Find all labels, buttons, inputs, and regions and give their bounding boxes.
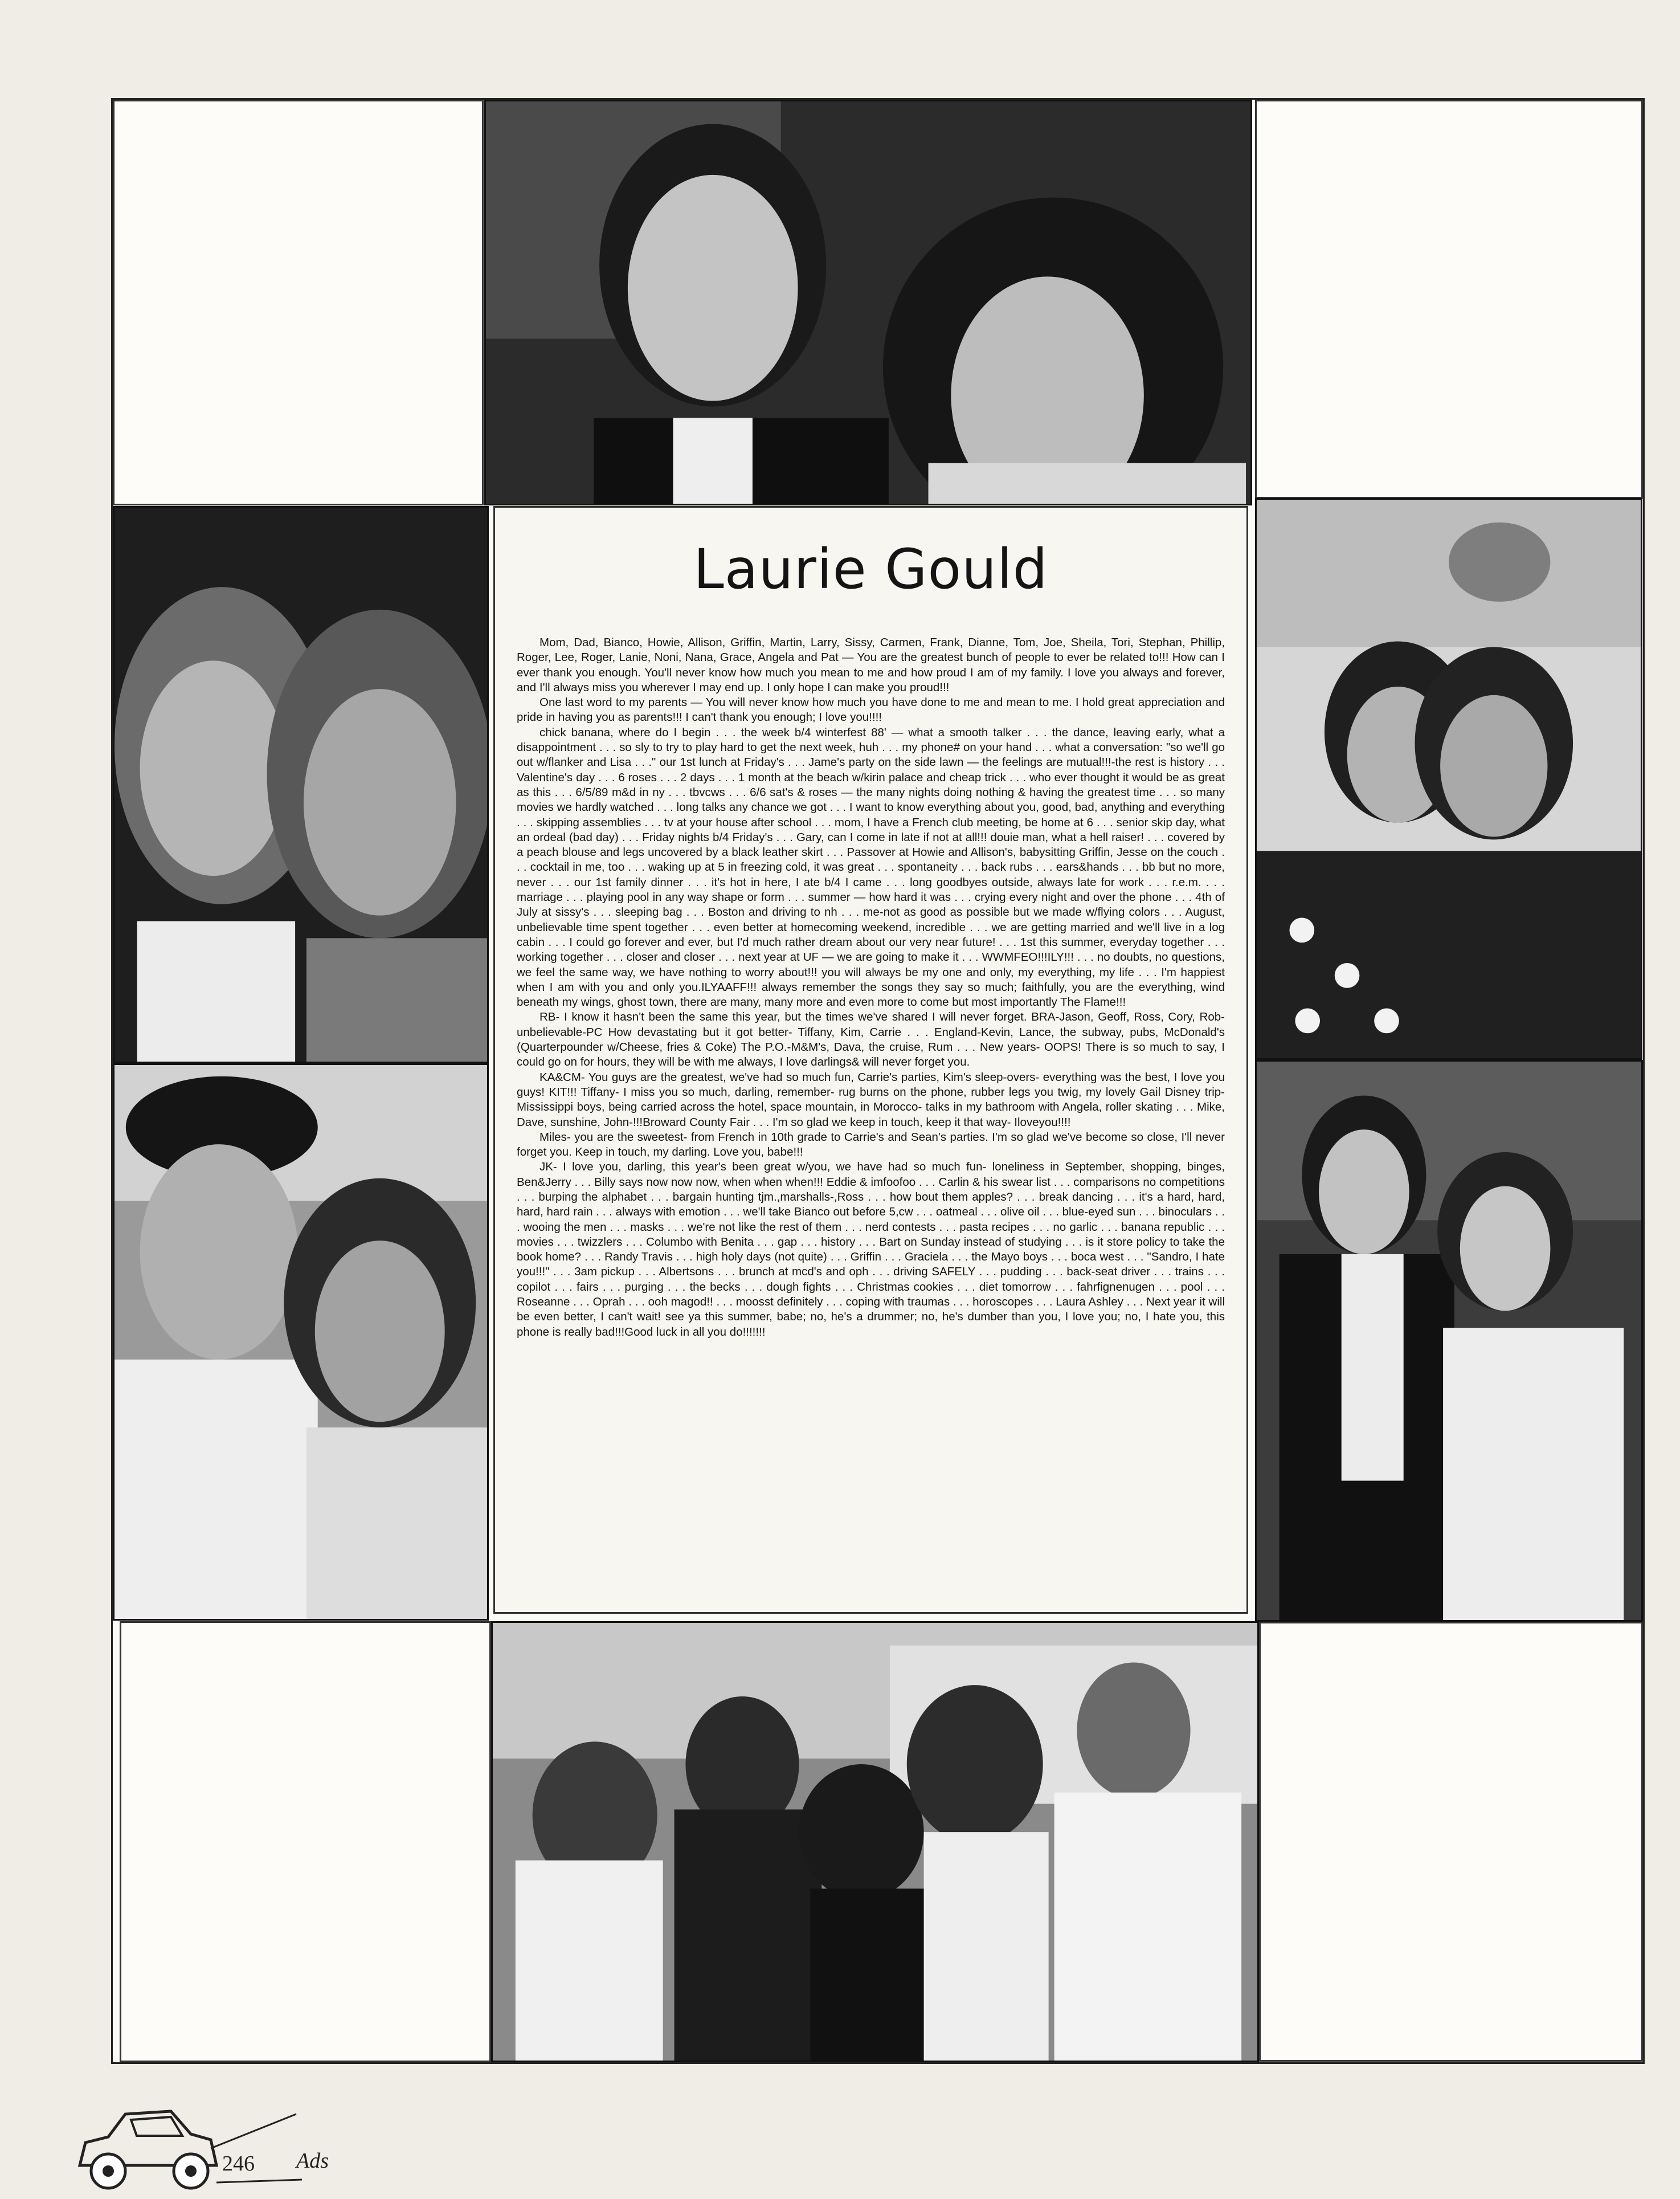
section-label: Ads [296, 2149, 329, 2173]
photo-group-of-friends-outdoors [491, 1621, 1259, 2062]
dedication-paragraph: chick banana, where do I begin . . . the week b/4 winterfest 88' — what a smooth talker . . . the dance, leaving early, what a disappointment . . . so sly to try to play hard to get the next week, huh . . . my phone# on your hand . . . what a conversation: "so we'll go out w/flanker and Lisa . . ." our 1st lunch at Friday's . . . Jame's party on the side lawn — the feelings are mutual!!!-the rest is history . . . Valentine's day . . . 6 roses . . . 2 days . . . 1 month at the beach w/kirin palace and cheap trick . . . who ever thought it would be as great as this . . . 6/5/89 m&d in ny . . . tbvcws . . . 6/6 sat's & roses — the many nights doing nothing & having the greatest time . . . so many movies we hardly watched . . . long talks any chance we got . . . I want to know everything about you, good, bad, anything and everything . . . skipping assemblies . . . tv at your house after school . . . mom, I have a French club meeting, be home at 6 . . . senior skip day, what an ordeal (bad day) . . . Friday nights b/4 Friday's . . . Gary, can I come in late if not at all!!! douie man, what a hell raiser! . . . covered by a peach blouse and legs uncovered by a black leather skirt . . . Passover at Howie and Allison's, babysitting Griffin, Jesse on the couch . . . cocktail in me, too . . . waking up at 5 in freezing cold, it was great . . . spontaneity . . . back rubs . . . ears&hands . . . bb but no more, never . . . our 1st family dinner . . . it's hot in here, I ate b/4 I came . . . long goodbyes outside, always late for work . . . r.e.m. . . . marriage . . . playing pool in any way shape or form . . . summer — how hard it was . . . crying every night and over the phone . . . 4th of July at sissy's . . . sleeping bag . . . Boston and driving to nh . . . me-not as good as possible but we made w/flying colors . . . August, unbelievable time spent together . . . even better at homecoming weekend, incredible . . . we are getting married and we'll live in a log cabin . . . I could go forever and ever, but I'd much rather dream about our very near future! . . . 1st this summer, everyday together . . . working together . . . closer and closer . . . next year at UF — we are going to make it . . . WWMFEO!!!ILY!!! . . . no doubts, no questions, we feel the same way, we have nothing to worry about!!! you will always be my one and only, my everything, my life . . . I'm happiest when I am with you and only you.ILYAAFF!!! always remember the songs they say so much; faithfully, you are the everything, wind beneath my wings, ghost town, there are many, many more and even more to come but most importantly The Flame!!! [517, 725, 1225, 1009]
blank-box-top-right [1255, 100, 1643, 499]
dedication-body [517, 635, 1225, 1340]
page-number: 246 [222, 2152, 255, 2176]
photo-couple-formal-wear [484, 100, 1252, 505]
blank-box-bottom-left [120, 1621, 491, 2062]
car-doodle-icon [68, 2080, 308, 2194]
page-footer [68, 2063, 524, 2194]
dedication-paragraph: JK- I love you, darling, this year's been great w/you, we have had so much fun- loneliness in September, shopping, binges, Ben&Jerry . . . Billy says now now now, when when when!!! Eddie & imfoofoo . . . Carlin & his swear list . . . comparisons no competitions . . . burping the alphabet . . . bargain hunting tjm.,marshalls-,Ross . . . how bout them apples? . . . break dancing . . . it's a hard, hard, hard, hard rain . . . always with emotion . . . we'll take Bianco out before 5,cw . . . oatmeal . . . olive oil . . . blue-eyed sun . . . binoculars . . . wooing the men . . . masks . . . we're not like the rest of them . . . nerd contests . . . pasta recipes . . . no garlic . . . banana republic . . . movies . . . twizzlers . . . Columbo with Benita . . . gap . . . history . . . Bart on Sunday instead of studying . . . is it store policy to take the book home? . . . Randy Travis . . . high holy days (not quite) . . . Griffin . . . Graciela . . . the Mayo boys . . . boca west . . . "Sandro, I hate you!!!" . . . 3am pickup . . . Albertsons . . . brunch at mcd's and oph . . . driving SAFELY . . . pudding . . . back-seat driver . . . trains . . . copilot . . . fairs . . . purging . . . the becks . . . dough fights . . . Christmas cookies . . . diet tomorrow . . . fahrfignenugen . . . pool . . . Roseanne . . . Oprah . . . ooh magod!! . . . moosst definitely . . . coping with traumas . . . horoscopes . . . Laura Ashley . . . Next year it will be even better, I can't wait! see ya this summer, babe; no, he's a drummer; no, he's dumber than you, I love you; no, I hate you, this phone is really bad!!!Good luck in all you do!!!!!!! [517, 1160, 1225, 1339]
blank-box-bottom-right [1259, 1622, 1643, 2062]
dedication-paragraph: Miles- you are the sweetest- from French in 10th grade to Carrie's and Sean's parties. I'm so glad we've become so close, I'll never forget you. Keep in touch, my darling. Love you, babe!!! [517, 1130, 1225, 1159]
dedication-text-panel [493, 506, 1248, 1614]
photo-boy-in-cap-and-girl [113, 1063, 489, 1621]
photo-two-girls-closeup [113, 506, 489, 1063]
dedication-paragraph: One last word to my parents — You will never know how much you have done to me and mean to me. I hold great appreciation and pride in having you as parents!!! I can't thank you enough; I love you!!!! [517, 696, 1225, 724]
page-title: Laurie Gould [693, 537, 1048, 601]
blank-box-top-left [113, 100, 484, 505]
dedication-paragraph: KA&CM- You guys are the greatest, we've had so much fun, Carrie's parties, Kim's sleep-overs- everything was the best, I love you guys! KIT!!! Tiffany- I miss you so much, darling, remember- rug burns on the phone, rubber legs you twig, my lovely Gail Disney trip- Mississippi boys, being carried across the hotel, space mountain, in Morocco- talks in my bathroom with Angela, roller skating . . . Mike, Dave, sunshine, John-!!!Broward County Fair . . . I'm so glad we keep in touch, keep it that way- Iloveyou!!!! [517, 1070, 1225, 1129]
dedication-paragraph: Mom, Dad, Bianco, Howie, Allison, Griffin, Martin, Larry, Sissy, Carmen, Frank, Dianne, Tom, Joe, Sheila, Tori, Stephan, Phillip, Roger, Lee, Roger, Lanie, Noni, Nana, Grace, Angela and Pat — You are the greatest bunch of people to ever be related to!!! How can I ever thank you enough. You'll never know how much you mean to me and how proud I am of my family. I love you always and forever, and I'll always miss you wherever I may end up. I only hope I can make you proud!!! [517, 636, 1225, 694]
photo-couple-at-prom [1255, 1060, 1643, 1622]
dedication-paragraph: RB- I know it hasn't been the same this year, but the times we've shared I will never forget. BRA-Jason, Geoff, Ross, Cory, Rob- unbelievable-PC How devastating but it got better- Tiffany, Kim, Carrie . . . England-Kevin, Lance, the subway, pubs, McDonald's (Quarterpounder w/Cheese, fries & Coke) The P.O.-M&M's, Dava, the cruise, Rum . . . New years- OOPS! There is so much to say, I could go on for hours, they will be with me always, I love darlings& will never forget you. [517, 1010, 1225, 1069]
photo-two-girls-hugging [1255, 498, 1642, 1060]
